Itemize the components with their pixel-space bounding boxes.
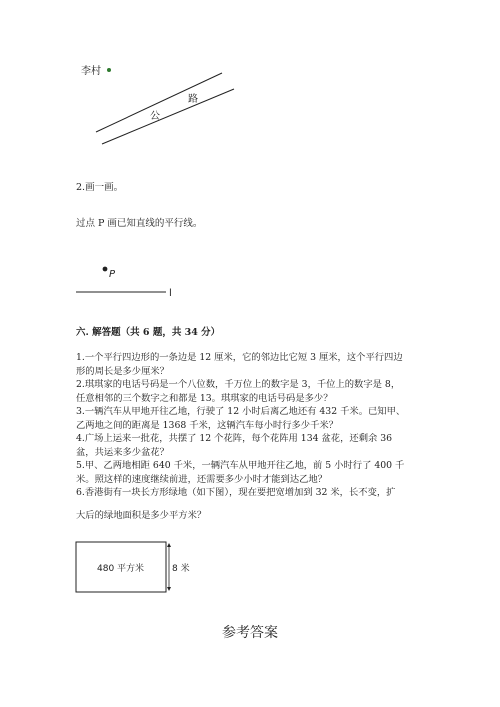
- width-label: 8 米: [172, 564, 190, 574]
- question-line: 形的周长是多少厘米？: [76, 365, 169, 377]
- question-line: 乙两地之间的距离是 1368 千米，这辆汽车每小时行多少千米？: [76, 419, 338, 431]
- arrow-down-icon: [167, 587, 171, 591]
- question-line: 米。照这样的速度继续前进，还需要多少小时才能到达乙地？: [76, 473, 328, 485]
- road-char-2: 路: [188, 94, 198, 105]
- parallel-line-figure: [70, 262, 190, 307]
- section-title: 六. 解答题（共 6 题，共 34 分）: [76, 327, 221, 338]
- question-line: 2.琪琪家的电话号码是一个八位数，千万位上的数字是 3，千位上的数字是 8，: [76, 379, 401, 390]
- rectangle-figure: [74, 538, 194, 598]
- question-6-tail: 大后的绿地面积是多少平方米？: [76, 510, 207, 521]
- question-line: 4.广场上运来一批花，共摆了 12 个花阵，每个花阵用 134 盆花，还剩余 36: [76, 433, 393, 444]
- answer-title: 参考答案: [222, 625, 278, 641]
- area-label: 480 平方米: [97, 564, 145, 574]
- question-line: 1.一个平行四边形的一条边是 12 厘米，它的邻边比它短 3 厘米，这个平行四边: [76, 352, 403, 363]
- point-p-label: P: [109, 269, 116, 280]
- question-line: 任意相邻的三个数字之和都是 13。琪琪家的电话号码是多少？: [76, 392, 333, 404]
- question-line: 5.甲、乙两地相距 640 千米，一辆汽车从甲地开往乙地，前 5 小时行了 400 千: [76, 460, 405, 471]
- road-edge-upper: [96, 73, 222, 132]
- village-label: 李村: [81, 66, 101, 77]
- point-p: [103, 267, 108, 272]
- arrow-up-icon: [167, 543, 171, 547]
- question-line: 盆，共运来多少盆花？: [76, 446, 169, 458]
- item2-instruction: 过点 P 画已知直线的平行线。: [76, 218, 203, 229]
- road-char-1: 公: [150, 111, 160, 122]
- road-figure: [70, 60, 250, 145]
- item2-heading: 2.画一画。: [76, 182, 124, 193]
- road-edge-lower: [102, 89, 234, 144]
- question-line: 3.一辆汽车从甲地开往乙地，行驶了 12 小时后离乙地还有 432 千米。已知甲、: [76, 406, 406, 417]
- line-label: l: [169, 288, 172, 299]
- village-point: [107, 68, 111, 72]
- question-line: 6.香港街有一块长方形绿地（如下图），现在要把宽增加到 32 米，长不变，扩: [76, 487, 396, 498]
